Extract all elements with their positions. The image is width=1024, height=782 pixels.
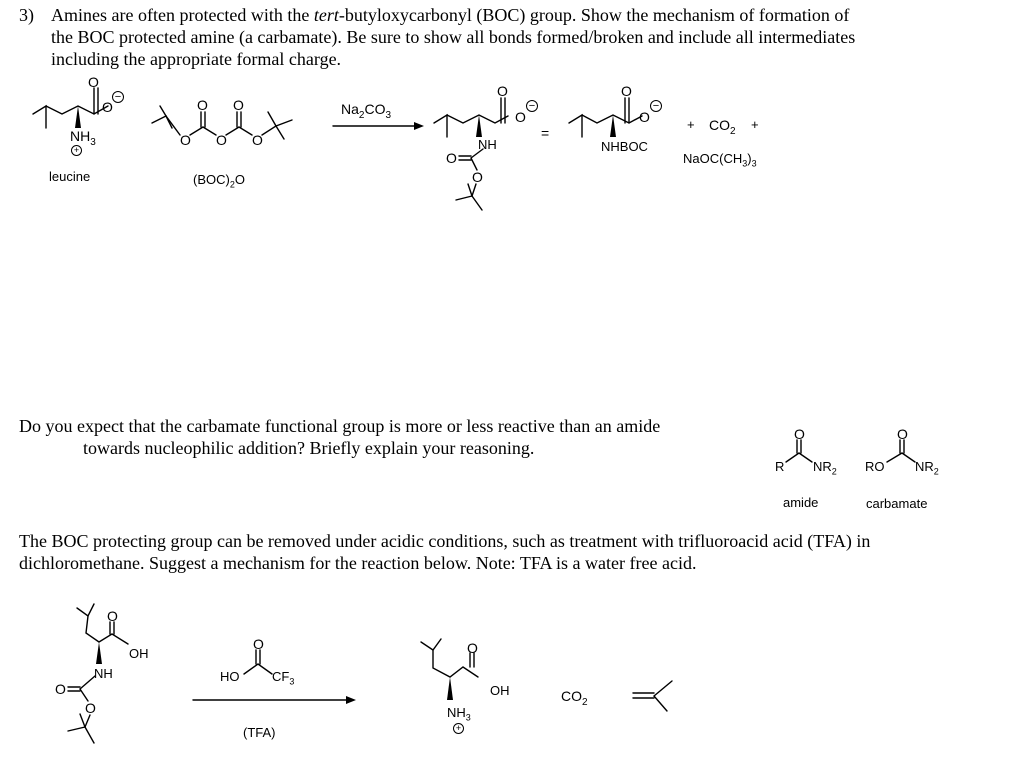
nhboc-carbonyl-o: O bbox=[621, 83, 632, 99]
isobutylene-structure bbox=[633, 681, 672, 711]
question-number: 3) bbox=[19, 5, 34, 25]
amide-nr2: $NR_2$ bbox=[813, 459, 837, 477]
nhboc-negative-charge: − bbox=[650, 100, 662, 112]
nhboc-structure bbox=[569, 98, 642, 137]
co2-byproduct: $CO_2$ bbox=[709, 117, 736, 137]
product-ester-o: O bbox=[472, 169, 483, 185]
tfa-ho: HO bbox=[220, 669, 240, 684]
carbamate-structure bbox=[887, 440, 915, 462]
carbamate-ro: RO bbox=[865, 459, 885, 474]
leucine-positive-charge: + bbox=[71, 145, 82, 156]
prod-positive-charge: + bbox=[453, 723, 464, 734]
reaction-arrow-1 bbox=[333, 122, 424, 130]
product-carboxylate-o: O bbox=[515, 109, 526, 125]
sm-carbonyl-o: O bbox=[107, 608, 118, 624]
part2-line-1: Do you expect that the carbamate functional group is more or less reactive than an amide bbox=[19, 416, 661, 436]
leucine-negative-charge: − bbox=[112, 91, 124, 103]
prod-carbonyl-o: O bbox=[467, 640, 478, 656]
reagent-na2co3: $Na_2CO_3$ bbox=[341, 101, 392, 121]
boc2o-label: $(BOC)_2O$ bbox=[193, 172, 245, 190]
product-carbamate-o: O bbox=[446, 150, 457, 166]
carbamate-nr2: $NR_2$ bbox=[915, 459, 939, 477]
boc2o-bridge-o: O bbox=[216, 132, 227, 148]
reaction-arrow-2 bbox=[193, 696, 356, 704]
prod-oh: OH bbox=[490, 683, 510, 698]
boc2o-ester-o-2: O bbox=[252, 132, 263, 148]
question-line-3: including the appropriate formal charge. bbox=[51, 49, 342, 69]
nhboc-carboxylate-o: O bbox=[639, 109, 650, 125]
amide-carbonyl-o: O bbox=[794, 426, 805, 442]
product-nh: NH bbox=[478, 137, 497, 152]
plus-sign-1: + bbox=[687, 117, 695, 132]
product-negative-charge: − bbox=[526, 100, 538, 112]
leucine-nh3: $NH_3$ bbox=[70, 128, 96, 148]
equals-sign: = bbox=[541, 125, 550, 141]
plus-sign-2: + bbox=[751, 117, 759, 132]
boc2o-carbonyl-o-1: O bbox=[197, 97, 208, 113]
part3-line-1: The BOC protecting group can be removed under acidic conditions, such as treatment with trifluoroacid acid (TFA) in bbox=[19, 531, 871, 551]
question-line-2: the BOC protected amine (a carbamate). Be sure to show all bonds formed/broken and include all intermediates bbox=[51, 27, 856, 47]
product-carbonyl-o: O bbox=[497, 83, 508, 99]
part3-line-2: dichloromethane. Suggest a mechanism for the reaction below. Note: TFA is a water free acid. bbox=[19, 553, 697, 573]
nhboc-label: NHBOC bbox=[601, 139, 648, 154]
leucine-carbonyl-o: O bbox=[88, 74, 99, 90]
boc2o-carbonyl-o-2: O bbox=[233, 97, 244, 113]
tfa-structure bbox=[244, 650, 272, 674]
sm-oh: OH bbox=[129, 646, 149, 661]
leucine-structure bbox=[33, 88, 108, 128]
sm-ester-o: O bbox=[85, 700, 96, 716]
co2-product: $CO_2$ bbox=[561, 688, 588, 708]
question-line-1: Amines are often protected with the tert-butyloxycarbonyl (BOC) group. Show the mechanism of formation of bbox=[51, 5, 850, 25]
amide-label: amide bbox=[783, 495, 819, 510]
tfa-carbonyl-o: O bbox=[253, 636, 264, 652]
sodium-tert-butoxide: $NaOC(CH_3)_3$ bbox=[683, 151, 757, 169]
tfa-label: (TFA) bbox=[243, 725, 276, 740]
sm-carbamate-o: O bbox=[55, 681, 66, 697]
prod-nh3: $NH_3$ bbox=[447, 705, 471, 723]
carbamate-carbonyl-o: O bbox=[897, 426, 908, 442]
leucine-carboxylate-o: O bbox=[102, 99, 113, 115]
boc2o-ester-o-1: O bbox=[180, 132, 191, 148]
sm-nh: NH bbox=[94, 666, 113, 681]
leucine-label: leucine bbox=[49, 169, 91, 184]
part2-line-2: towards nucleophilic addition? Briefly explain your reasoning. bbox=[83, 438, 535, 458]
carbamate-label: carbamate bbox=[866, 496, 928, 511]
amide-structure bbox=[786, 440, 812, 462]
amide-r: R bbox=[775, 459, 785, 474]
tfa-cf3: $CF_3$ bbox=[272, 669, 295, 687]
